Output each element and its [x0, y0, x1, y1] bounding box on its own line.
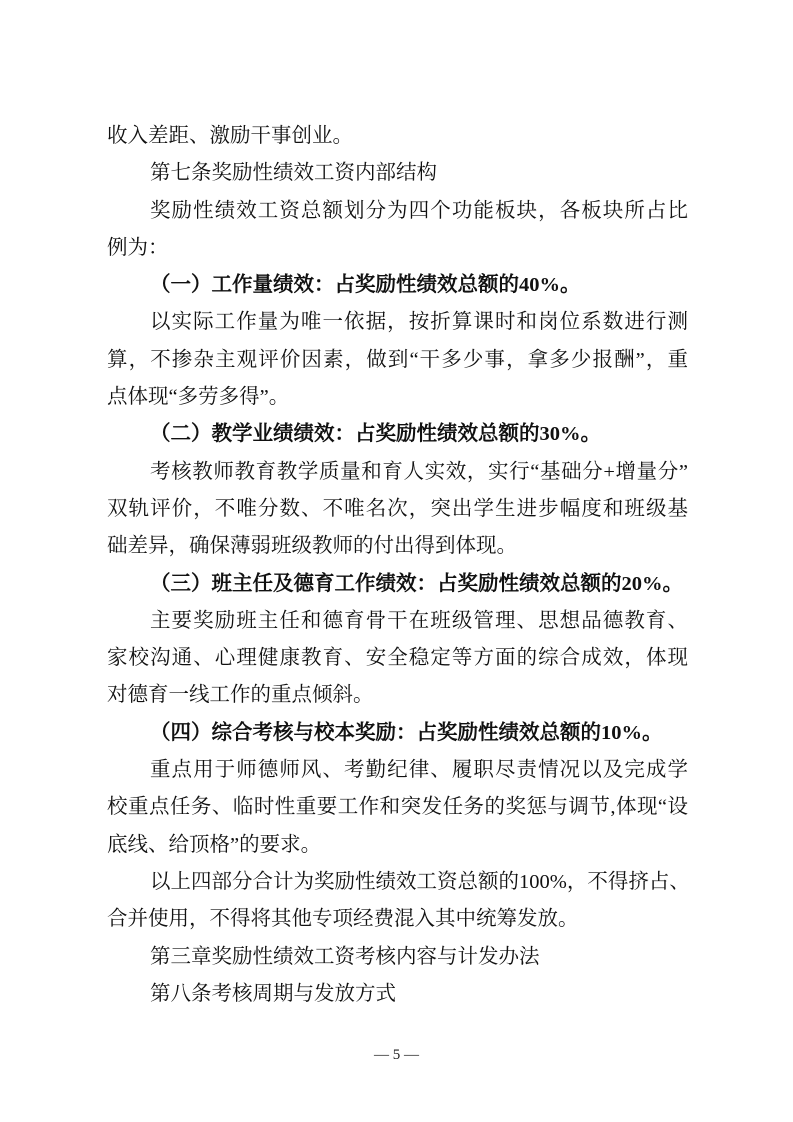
chapter-heading-3: [107, 939, 688, 976]
text-line: （四）综合考核与校本奖励：占奖励性绩效总额的10%。: [150, 721, 663, 744]
paragraph: [107, 454, 688, 566]
text-line: 主要奖励班主任和德育骨干在班级管理、思想品德教育、: [150, 609, 688, 632]
section-heading-1: [107, 267, 688, 304]
text-line: （三）班主任及德育工作绩效：占奖励性绩效总额的20%。: [150, 572, 683, 595]
text-line: 校重点任务、临时性重要工作和突发任务的奖惩与调节,体现“设: [107, 796, 688, 819]
text-line: 算，不掺杂主观评价因素，做到“干多少事，拿多少报酬”，重: [107, 348, 688, 371]
section-heading-4: [107, 715, 688, 752]
text-line: 重点用于师德师风、考勤纪律、履职尽责情况以及完成学: [150, 759, 688, 782]
text-line: 奖励性绩效工资总额划分为四个功能板块，各板块所占比: [150, 199, 688, 222]
section-heading-3: [107, 566, 688, 603]
page-number: — 5 —: [374, 1047, 419, 1063]
text-line: 合并使用，不得将其他专项经费混入其中统筹发放。: [107, 908, 579, 931]
text-line: 例为：: [107, 236, 169, 259]
text-line: 础差异，确保薄弱班级教师的付出得到体现。: [107, 535, 517, 558]
section-heading-2: [107, 416, 688, 453]
text-line: 第三章奖励性绩效工资考核内容与计发办法: [150, 945, 540, 968]
text-line: 双轨评价，不唯分数、不唯名次，突出学生进步幅度和班级基: [107, 497, 688, 520]
paragraph: [107, 752, 688, 864]
article-heading-7: [107, 155, 688, 192]
paragraph: [107, 603, 688, 715]
article-heading-8: [107, 976, 688, 1013]
text-line: 以上四部分合计为奖励性绩效工资总额的100%，不得挤占、: [150, 870, 690, 893]
paragraph-continuation: [107, 118, 688, 155]
text-line: 点体现“多劳多得”。: [107, 386, 290, 409]
text-line: 以实际工作量为唯一依据，按折算课时和岗位系数进行测: [150, 311, 688, 334]
paragraph: [107, 304, 688, 416]
paragraph: [107, 864, 688, 939]
text-line: （二）教学业绩绩效：占奖励性绩效总额的30%。: [150, 423, 601, 446]
text-line: 考核教师教育教学质量和育人实效，实行“基础分+增量分”: [150, 460, 688, 483]
text-line: 收入差距、激励干事创业。: [107, 125, 353, 147]
text-line: 底线、给顶格”的要求。: [107, 833, 322, 856]
document-body: [107, 118, 688, 1013]
text-line: 家校沟通、心理健康教育、安全稳定等方面的综合成效，体现: [107, 647, 688, 670]
text-line: （一）工作量绩效：占奖励性绩效总额的40%。: [150, 274, 581, 297]
text-line: 第七条奖励性绩效工资内部结构: [150, 162, 437, 185]
text-line: 对德育一线工作的重点倾斜。: [107, 684, 374, 707]
text-line: 第八条考核周期与发放方式: [150, 982, 396, 1005]
paragraph: [107, 193, 688, 268]
